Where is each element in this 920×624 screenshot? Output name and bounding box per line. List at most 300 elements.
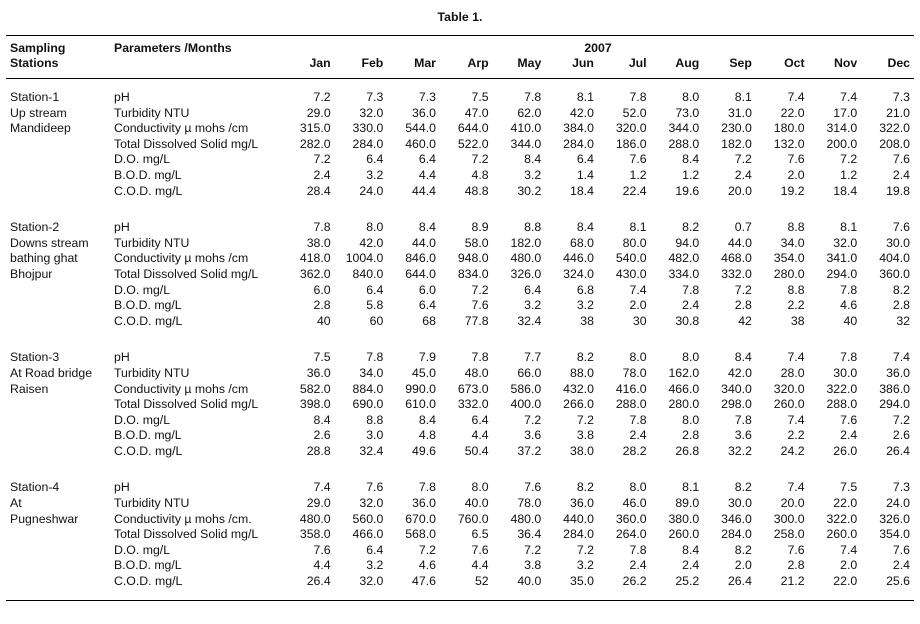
value-cell: 7.4 [840,90,858,104]
value-cell: 7.4 [787,90,805,104]
value-cell: 8.2 [576,350,594,365]
month-header-aug: Aug [651,56,704,79]
value-cell: 4.4 [471,558,489,573]
value-cell: 30.8 [675,313,700,328]
value-cell: 284.0 [563,527,594,542]
station-cell-empty [6,168,114,184]
value-cell: 7.3 [366,90,384,104]
station-header-line-2: Stations [6,56,114,79]
value-cell: 7.6 [840,412,858,427]
value-cell: 30 [632,313,647,328]
station-name-line: bathing ghat [10,251,78,266]
table-row [6,469,914,496]
table-row [6,236,914,252]
value-cell: 7.7 [524,350,542,365]
value-cell: 2.8 [892,298,910,313]
value-cell: 7.8 [734,412,752,427]
value-cell: 68.0 [570,235,594,250]
value-cell: 42.0 [570,105,594,120]
table-row [6,512,914,528]
value-cell: 6.5 [471,527,489,542]
value-cell: 8.1 [840,220,858,235]
value-cell: 1004.0 [345,251,384,266]
station-cell-empty [6,184,114,210]
value-cell: 341.0 [826,251,858,266]
value-cell: 834.0 [457,266,489,281]
table-row [6,397,914,413]
value-cell: 38 [790,313,805,328]
table-row [6,574,914,600]
value-cell: 8.1 [734,90,752,104]
value-cell: 354.0 [773,251,805,266]
value-cell: 162.0 [668,365,700,380]
value-cell: 7.8 [840,350,858,365]
value-cell: 7.6 [471,542,489,557]
value-cell: 22.0 [833,574,858,589]
value-cell: 644.0 [405,266,436,281]
value-cell: 2.4 [629,558,647,573]
value-cell: 88.0 [570,365,594,380]
parameter-name: C.O.D. mg/L [114,183,183,198]
value-cell: 180.0 [773,121,805,136]
value-cell: 324.0 [563,266,594,281]
value-cell: 29.0 [306,105,331,120]
value-cell: 32.0 [833,235,858,250]
value-cell: 7.6 [892,542,910,557]
value-cell: 22.0 [833,496,858,511]
value-cell: 446.0 [563,251,594,266]
value-cell: 398.0 [299,397,331,412]
parameters-header: Parameters /Months [114,36,282,57]
value-cell: 2.2 [787,428,805,443]
value-cell: 40.0 [464,496,489,511]
value-cell: 7.6 [313,542,331,557]
value-cell: 3.2 [576,558,594,573]
table-row [6,184,914,210]
station-name-line: Up stream [10,105,67,120]
table-row [6,267,914,283]
parameter-name: C.O.D. mg/L [114,443,183,458]
value-cell: 400.0 [510,397,542,412]
value-cell: 3.6 [524,428,542,443]
value-cell: 7.2 [471,282,489,297]
value-cell: 32.0 [359,496,384,511]
value-cell: 2.4 [892,558,910,573]
month-header-feb: Feb [335,56,388,79]
value-cell: 18.4 [833,183,858,198]
value-cell: 8.4 [734,350,752,365]
station-name-line: At Road bridge [10,365,93,380]
value-cell: 42.0 [359,235,384,250]
station-name-line: Downs stream [10,235,89,250]
value-cell: 32.2 [727,443,752,458]
value-cell: 8.8 [787,220,805,235]
value-cell: 840.0 [352,266,384,281]
value-cell: 4.6 [418,558,436,573]
value-cell: 544.0 [405,121,436,136]
value-cell: 948.0 [457,251,489,266]
parameter-name: pH [114,90,130,104]
station-cell-empty [6,283,114,299]
table-row [6,444,914,470]
value-cell: 8.4 [524,152,542,167]
value-cell: 294.0 [826,266,858,281]
table-title: Table 1. [437,10,483,24]
month-header-oct: Oct [756,56,809,79]
value-cell: 280.0 [668,397,700,412]
station-cell-empty [6,298,114,314]
value-cell: 690.0 [352,397,384,412]
value-cell: 8.0 [366,220,384,235]
value-cell: 19.8 [886,183,910,198]
value-cell: 8.0 [471,480,489,495]
value-cell: 7.5 [840,480,858,495]
station-cell-empty [6,152,114,168]
value-cell: 22.0 [780,105,805,120]
value-cell: 40.0 [517,574,542,589]
value-cell: 384.0 [563,121,594,136]
value-cell: 24.0 [886,496,910,511]
value-cell: 26.4 [727,574,752,589]
value-cell: 8.2 [734,542,752,557]
value-cell: 6.4 [366,542,384,557]
value-cell: 7.8 [366,350,384,365]
parameter-name: C.O.D. mg/L [114,574,183,589]
bottom-rule [6,600,914,602]
month-header-sep: Sep [703,56,756,79]
value-cell: 260.0 [668,527,700,542]
station-cell-empty [6,314,114,340]
parameter-name: B.O.D. mg/L [114,167,182,182]
value-cell: 322.0 [826,381,858,396]
table-row [6,339,914,366]
value-cell: 673.0 [457,381,489,396]
value-cell: 7.3 [892,90,910,104]
value-cell: 7.8 [629,412,647,427]
value-cell: 298.0 [721,397,752,412]
value-cell: 2.0 [629,298,647,313]
value-cell: 320.0 [773,381,805,396]
value-cell: 30.0 [833,365,858,380]
value-cell: 8.4 [576,220,594,235]
value-cell: 6.4 [471,412,489,427]
value-cell: 7.4 [787,480,805,495]
value-cell: 47.0 [464,105,489,120]
value-cell: 8.4 [418,412,436,427]
value-cell: 346.0 [721,511,752,526]
value-cell: 6.8 [576,282,594,297]
value-cell: 7.6 [787,152,805,167]
value-cell: 230.0 [721,121,752,136]
station-name-line: Mandideep [10,121,71,136]
value-cell: 26.8 [675,443,700,458]
value-cell: 7.2 [734,152,752,167]
value-cell: 7.2 [576,542,594,557]
value-cell: 330.0 [352,121,384,136]
value-cell: 48.8 [464,183,489,198]
value-cell: 38.0 [306,235,331,250]
value-cell: 7.6 [892,152,910,167]
value-cell: 466.0 [668,381,700,396]
table-row [6,314,914,340]
value-cell: 32.4 [359,443,384,458]
value-cell: 294.0 [879,397,910,412]
month-header-jan: Jan [282,56,335,79]
table-row [6,251,914,267]
value-cell: 344.0 [668,121,700,136]
value-cell: 416.0 [615,381,647,396]
value-cell: 94.0 [675,235,700,250]
value-cell: 7.8 [471,350,489,365]
value-cell: 8.9 [471,220,489,235]
value-cell: 36.0 [886,365,910,380]
value-cell: 66.0 [517,365,542,380]
table-row [6,382,914,398]
value-cell: 280.0 [773,266,805,281]
value-cell: 0.7 [734,220,752,235]
value-cell: 430.0 [615,266,647,281]
value-cell: 36.0 [306,365,331,380]
value-cell: 36.0 [412,105,436,120]
month-header-arp: Arp [440,56,493,79]
value-cell: 2.4 [313,167,331,182]
value-cell: 7.6 [629,152,647,167]
value-cell: 8.4 [313,412,331,427]
station-name-line: At [10,496,22,511]
value-cell: 8.1 [576,90,594,104]
value-cell: 78.0 [517,496,542,511]
value-cell: 7.4 [629,282,647,297]
station-name-line: Station-3 [10,350,60,365]
value-cell: 334.0 [668,266,700,281]
value-cell: 2.4 [840,428,858,443]
parameter-name: B.O.D. mg/L [114,428,182,443]
value-cell: 480.0 [510,251,542,266]
value-cell: 284.0 [563,136,594,151]
station-cell-empty [6,444,114,470]
station-cell-empty [6,428,114,444]
value-cell: 132.0 [773,136,805,151]
value-cell: 644.0 [457,121,489,136]
value-cell: 314.0 [826,121,858,136]
value-cell: 8.8 [366,412,384,427]
value-cell: 26.4 [886,443,910,458]
table-row [6,298,914,314]
parameter-name: Turbidity NTU [114,365,190,380]
value-cell: 8.0 [682,350,700,365]
parameter-name: Turbidity NTU [114,235,190,250]
value-cell: 7.4 [313,480,331,495]
value-cell: 7.8 [313,220,331,235]
value-cell: 288.0 [615,397,647,412]
value-cell: 24.0 [359,183,384,198]
station-name-line: Station-4 [10,480,60,495]
station-name-line: Station-2 [10,220,60,235]
station-cell-empty [6,413,114,429]
value-cell: 186.0 [615,136,647,151]
value-cell: 3.0 [366,428,384,443]
value-cell: 460.0 [405,136,436,151]
value-cell: 480.0 [510,511,542,526]
value-cell: 2.0 [840,558,858,573]
header-row-2 [6,56,914,79]
month-header-may: May [493,56,546,79]
value-cell: 284.0 [721,527,752,542]
value-cell: 360.0 [615,511,647,526]
parameter-name: Conductivity µ mohs /cm [114,121,249,136]
value-cell: 4.8 [418,428,436,443]
value-cell: 6.4 [418,298,436,313]
value-cell: 2.4 [734,167,752,182]
value-cell: 2.0 [734,558,752,573]
parameter-name: Total Dissolved Solid mg/L [114,266,259,281]
value-cell: 2.6 [892,428,910,443]
value-cell: 7.2 [313,90,331,104]
value-cell: 2.4 [682,298,700,313]
value-cell: 332.0 [721,266,752,281]
value-cell: 320.0 [615,121,647,136]
value-cell: 7.2 [840,152,858,167]
year-header: 2007 [282,36,914,57]
value-cell: 386.0 [879,381,910,396]
value-cell: 3.2 [366,558,384,573]
parameter-name: Turbidity NTU [114,105,190,120]
water-quality-table [6,35,914,602]
value-cell: 7.6 [366,480,384,495]
value-cell: 19.2 [780,183,805,198]
value-cell: 40 [316,313,331,328]
value-cell: 8.8 [787,282,805,297]
value-cell: 32.0 [359,105,384,120]
value-cell: 3.6 [734,428,752,443]
value-cell: 50.4 [464,443,489,458]
value-cell: 19.6 [675,183,700,198]
parameter-name: D.O. mg/L [114,542,171,557]
table-row [6,496,914,512]
value-cell: 846.0 [405,251,436,266]
value-cell: 8.0 [682,412,700,427]
parameter-name: pH [114,220,130,235]
value-cell: 200.0 [826,136,858,151]
value-cell: 260.0 [773,397,805,412]
value-cell: 7.3 [892,480,910,495]
value-cell: 44.0 [412,235,436,250]
value-cell: 7.6 [524,480,542,495]
value-cell: 6.0 [418,282,436,297]
value-cell: 25.2 [675,574,700,589]
value-cell: 44.0 [727,235,752,250]
value-cell: 360.0 [879,266,910,281]
value-cell: 610.0 [405,397,436,412]
value-cell: 1.2 [840,167,858,182]
value-cell: 48.0 [464,365,489,380]
value-cell: 282.0 [299,136,331,151]
value-cell: 17.0 [833,105,858,120]
value-cell: 32.4 [517,313,542,328]
value-cell: 28.0 [780,365,805,380]
value-cell: 30.0 [886,235,910,250]
value-cell: 3.2 [524,167,542,182]
value-cell: 990.0 [405,381,436,396]
value-cell: 300.0 [773,511,805,526]
value-cell: 89.0 [675,496,700,511]
value-cell: 358.0 [299,527,331,542]
value-cell: 6.4 [366,152,384,167]
value-cell: 20.0 [780,496,805,511]
value-cell: 322.0 [826,511,858,526]
station-header-line-1: Sampling [6,36,114,57]
value-cell: 586.0 [510,381,542,396]
value-cell: 4.6 [840,298,858,313]
value-cell: 354.0 [879,527,910,542]
value-cell: 2.6 [313,428,331,443]
value-cell: 31.0 [727,105,752,120]
value-cell: 2.8 [682,428,700,443]
value-cell: 2.8 [313,298,331,313]
month-header-jul: Jul [598,56,651,79]
value-cell: 284.0 [352,136,384,151]
value-cell: 7.9 [418,350,436,365]
value-cell: 288.0 [826,397,858,412]
table-body [6,79,914,601]
value-cell: 37.2 [517,443,542,458]
value-cell: 52.0 [622,105,647,120]
bottom-rule-row [6,600,914,602]
parameter-name: Conductivity µ mohs /cm [114,381,249,396]
value-cell: 73.0 [675,105,700,120]
value-cell: 560.0 [352,511,384,526]
value-cell: 46.0 [622,496,647,511]
value-cell: 410.0 [510,121,542,136]
value-cell: 7.2 [734,282,752,297]
value-cell: 32 [896,313,910,328]
value-cell: 52 [474,574,489,589]
value-cell: 21.2 [780,574,805,589]
value-cell: 8.0 [629,480,647,495]
value-cell: 36.0 [570,496,594,511]
value-cell: 1.2 [682,167,700,182]
value-cell: 7.2 [471,152,489,167]
value-cell: 440.0 [563,511,594,526]
value-cell: 432.0 [563,381,594,396]
value-cell: 340.0 [721,381,752,396]
value-cell: 332.0 [457,397,489,412]
value-cell: 28.8 [306,443,331,458]
value-cell: 42 [738,313,752,328]
station-cell-empty [6,137,114,153]
value-cell: 20.0 [727,183,752,198]
value-cell: 45.0 [412,365,436,380]
value-cell: 380.0 [668,511,700,526]
parameter-name: Total Dissolved Solid mg/L [114,397,259,412]
value-cell: 2.4 [892,167,910,182]
value-cell: 32.0 [359,574,384,589]
value-cell: 208.0 [879,136,910,151]
value-cell: 60 [369,313,384,328]
value-cell: 326.0 [879,511,910,526]
value-cell: 38.0 [570,443,594,458]
station-cell-empty [6,527,114,543]
value-cell: 1.2 [629,167,647,182]
station-cell-empty [6,574,114,600]
value-cell: 7.8 [418,480,436,495]
value-cell: 322.0 [879,121,910,136]
station-cell-empty [6,397,114,413]
value-cell: 3.8 [524,558,542,573]
value-cell: 8.0 [629,350,647,365]
value-cell: 7.2 [313,152,331,167]
value-cell: 38 [580,313,594,328]
